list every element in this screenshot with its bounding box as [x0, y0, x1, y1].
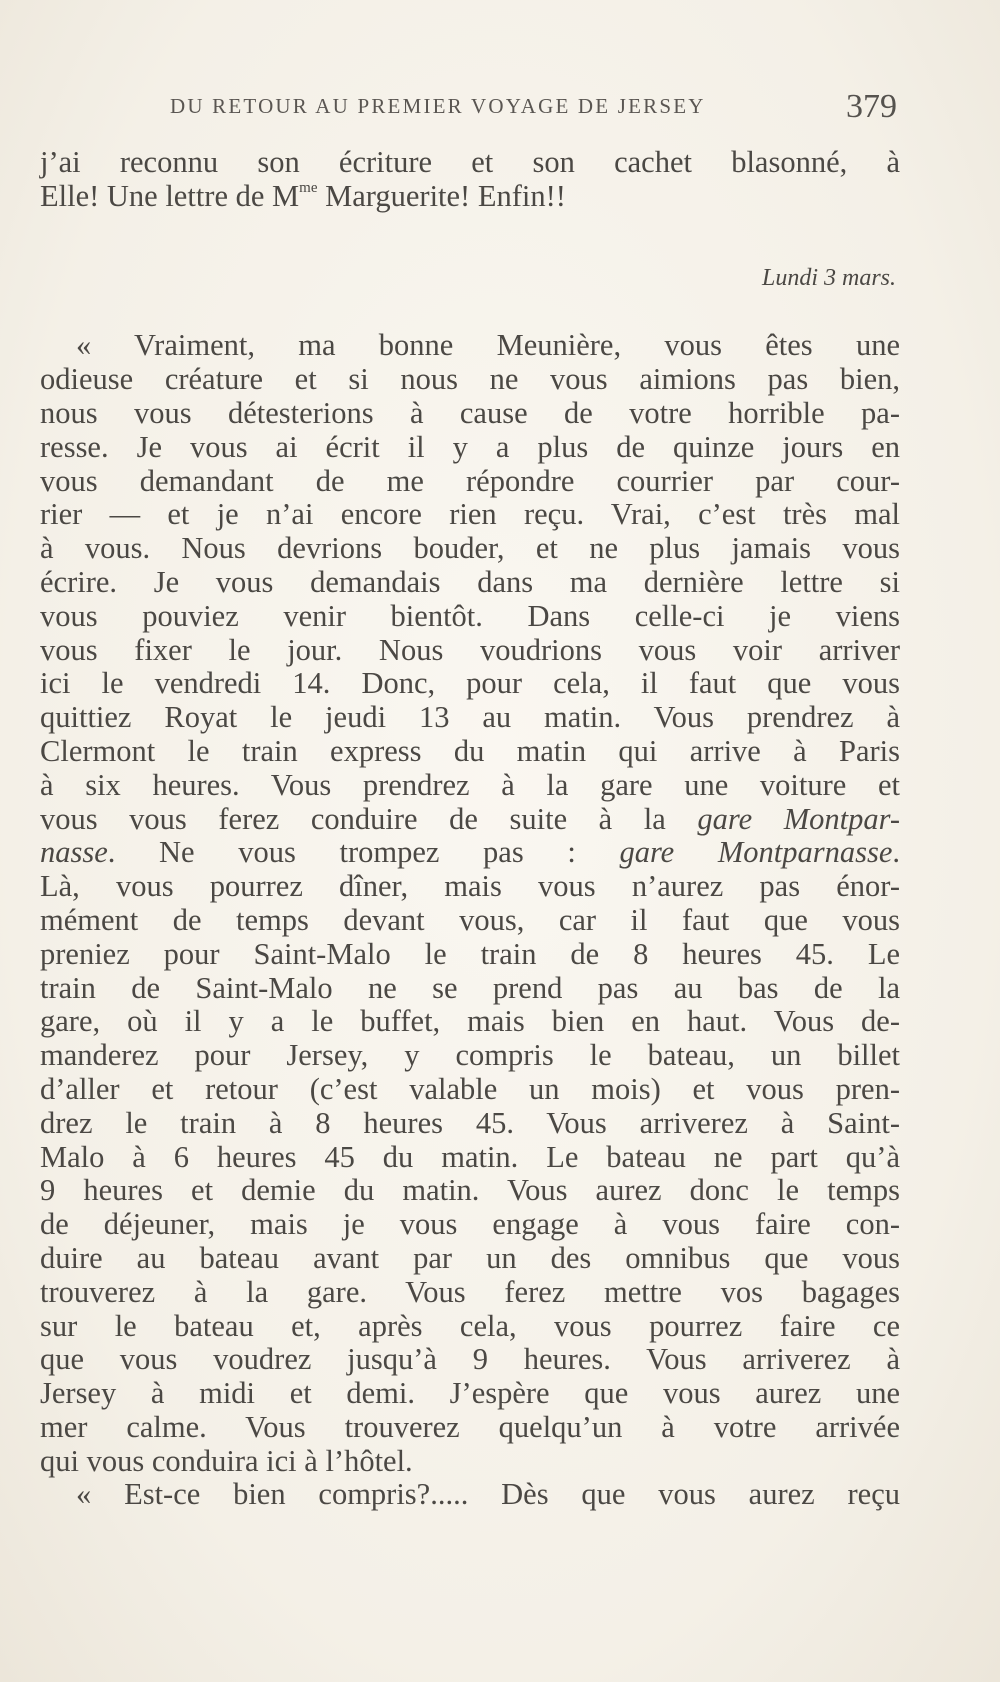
italic-fragment: gare Montparnasse	[619, 835, 893, 870]
text-line: train de Saint-Malo ne se prend pas au bas de la	[40, 970, 900, 1005]
text-line: Jersey à midi et demi. J’espère que vous aurez une	[40, 1376, 900, 1411]
text-line: de déjeuner, mais je vous engage à vous faire con-	[40, 1207, 900, 1242]
text-line: à six heures. Vous prendrez à la gare une voiture et	[40, 767, 900, 802]
letter-paragraph-cont	[40, 870, 900, 1445]
dateline: Lundi 3 mars.	[761, 264, 896, 291]
text-line: quittiez Royat le jeudi 13 au matin. Vous prendrez à	[40, 700, 900, 735]
text-fragment: vous vous ferez conduire de suite à la	[40, 801, 698, 836]
text-line: vous demandant de me répondre courrier par cour-	[40, 463, 900, 498]
text-line: Là, vous pourrez dîner, mais vous n’aurez pas énor-	[40, 869, 900, 904]
running-title: DU RETOUR AU PREMIER VOYAGE DE JERSEY	[170, 94, 706, 118]
page-number: 379	[846, 88, 897, 125]
text-line: trouverez à la gare. Vous ferez mettre vos bagages	[40, 1274, 900, 1309]
superscript: me	[299, 179, 318, 196]
text-line: Malo à 6 heures 45 du matin. Le bateau ne part qu’à	[40, 1139, 900, 1174]
italic-fragment: nasse	[40, 835, 108, 870]
spacer	[40, 295, 900, 329]
text-line: « Est-ce bien compris?..... Dès que vous aurez reçu	[76, 1477, 900, 1512]
text-line	[40, 180, 900, 214]
spacer	[40, 214, 900, 262]
text-line: écrire. Je vous demandais dans ma dernière lettre si	[40, 564, 900, 599]
text-line: vous fixer le jour. Nous voudrions vous voir arriver	[40, 632, 900, 667]
text-line	[40, 836, 900, 870]
text-fragment: Elle! Une lettre de M	[40, 178, 300, 213]
text-line: rier — et je n’ai encore rien reçu. Vrai, c’est très mal	[40, 497, 900, 532]
text-line: resse. Je vous ai écrit il y a plus de quinze jours en	[40, 429, 900, 464]
text-line: ici le vendredi 14. Donc, pour cela, il faut que vous	[40, 666, 900, 701]
text-fragment: Marguerite! Enfin!!	[317, 178, 566, 213]
text-line: 9 heures et demie du matin. Vous aurez donc le temps	[40, 1173, 900, 1208]
letter-paragraph	[40, 329, 900, 802]
text-line: d’aller et retour (c’est valable un mois) et vous pren-	[40, 1071, 900, 1106]
text-line: vous pouviez venir bientôt. Dans celle-ci je viens	[40, 598, 900, 633]
text-line: à vous. Nous devrions bouder, et ne plus jamais vous	[40, 531, 900, 566]
text-line: nous vous détesterions à cause de votre horrible pa-	[40, 395, 900, 430]
text-line: odieuse créature et si nous ne vous aimions pas bien,	[40, 362, 900, 397]
text-line: « Vraiment, ma bonne Meunière, vous êtes une	[76, 328, 900, 363]
text-line	[40, 803, 900, 837]
text-line: mer calme. Vous trouverez quelqu’un à votre arrivée	[40, 1409, 900, 1444]
text-line: j’ai reconnu son écriture et son cachet blasonné, à	[40, 145, 900, 179]
text-line: preniez pour Saint-Malo le train de 8 heures 45. Le	[40, 936, 900, 971]
text-line: mément de temps devant vous, car il faut que vous	[40, 902, 900, 937]
paragraph-end-line: qui vous conduira ici à l’hôtel.	[40, 1443, 413, 1478]
text-line: que vous voudrez jusqu’à 9 heures. Vous arriverez à	[40, 1342, 900, 1377]
text-line: drez le train à 8 heures 45. Vous arriverez à Saint-	[40, 1105, 900, 1140]
text-line: duire au bateau avant par un des omnibus que vous	[40, 1240, 900, 1275]
italic-fragment: gare Montpar-	[697, 801, 900, 836]
text-fragment: .	[892, 835, 900, 870]
text-line: gare, où il y a le buffet, mais bien en haut. Vous de-	[40, 1004, 900, 1039]
body-text	[40, 146, 900, 1512]
text-line: Clermont le train express du matin qui arrive à Paris	[40, 733, 900, 768]
text-fragment: . Ne vous trompez pas :	[107, 835, 620, 870]
text-line: sur le bateau et, après cela, vous pourrez faire ce	[40, 1308, 900, 1343]
text-line: manderez pour Jersey, y compris le bateau, un billet	[40, 1038, 900, 1073]
